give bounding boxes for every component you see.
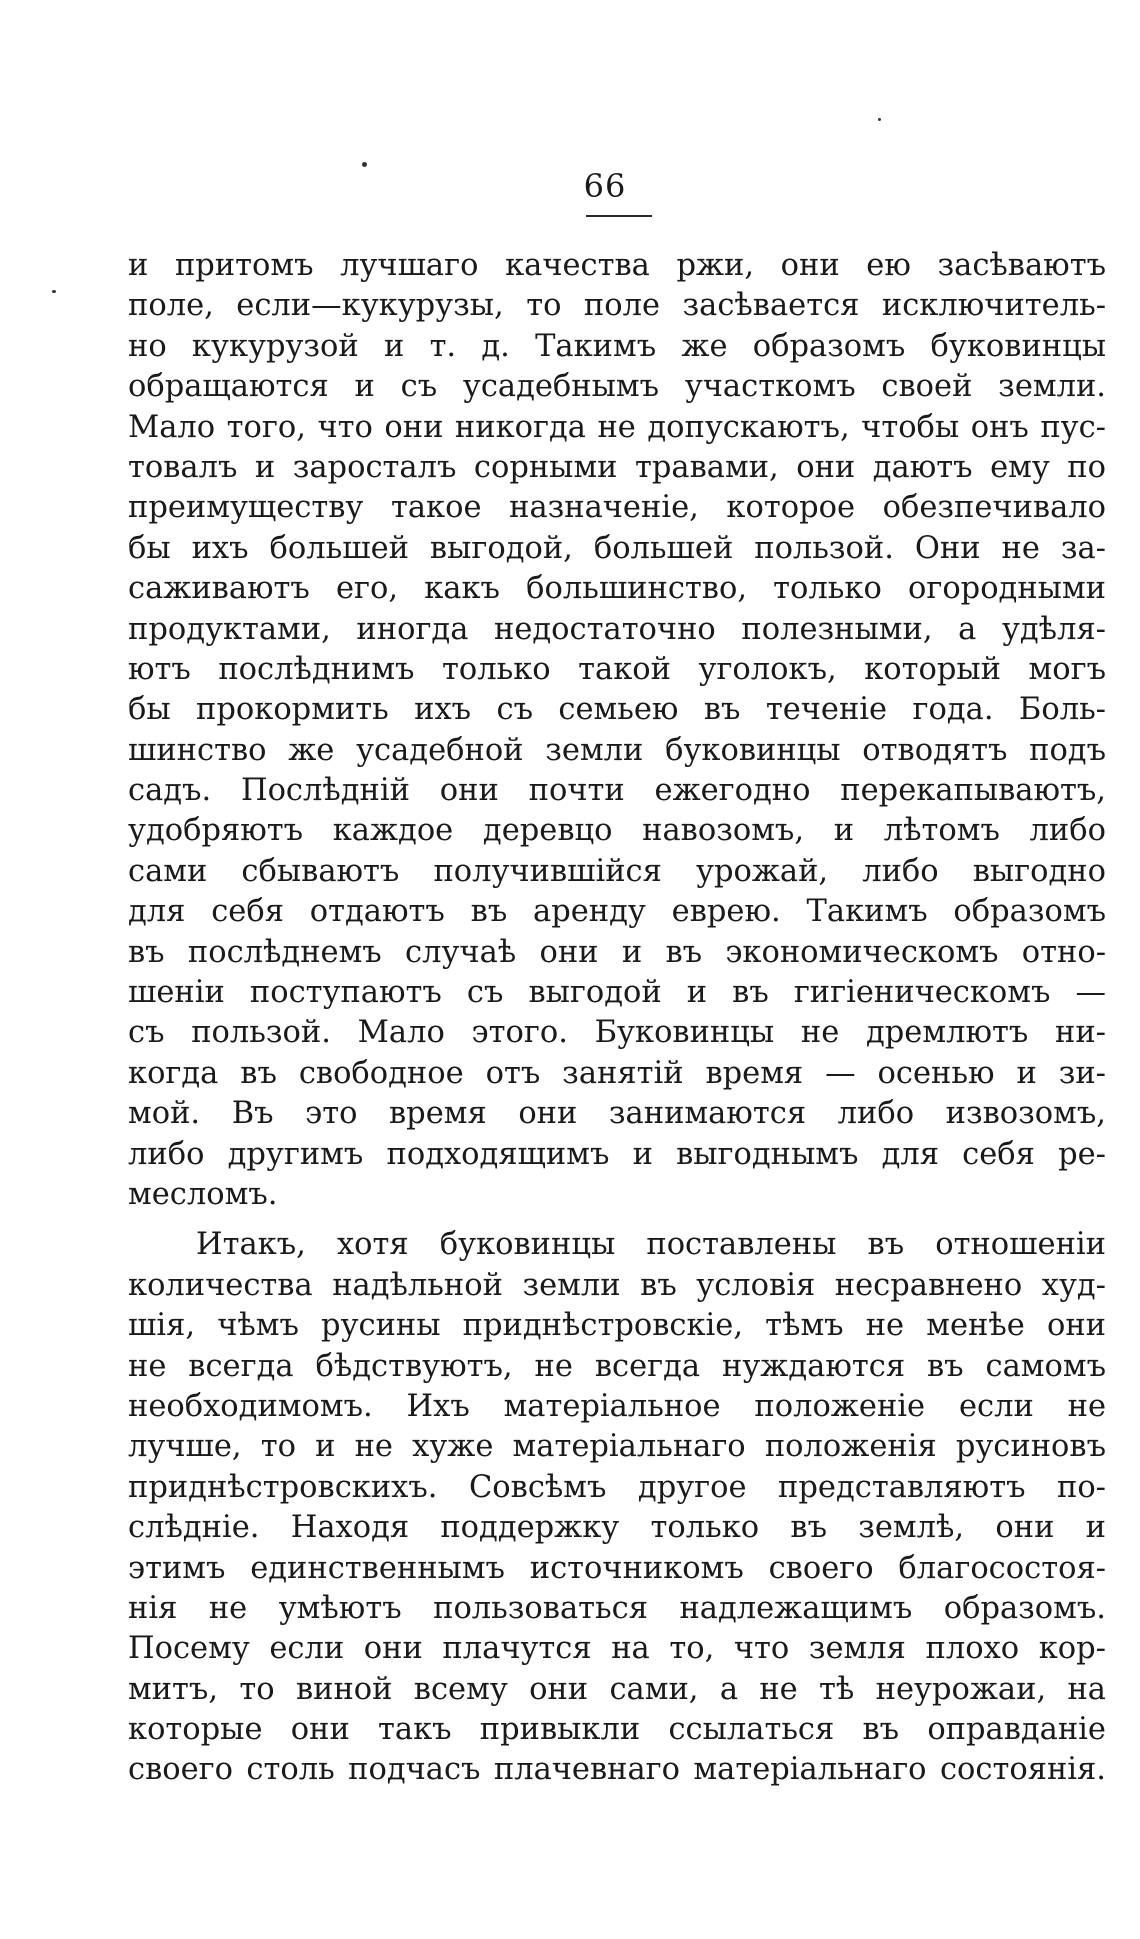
text-line: сами сбываютъ получившійся урожай, либо выгодно	[128, 853, 1106, 889]
text-line: саживаютъ его, какъ большинство, только огородными	[128, 571, 1106, 607]
text-line: преимуществу такое назначеніе, которое обезпечивало	[128, 490, 1106, 526]
paragraph-1	[128, 246, 1106, 1215]
text-line: бы прокормить ихъ съ семьею въ теченіе года. Боль-	[128, 692, 1106, 728]
text-line: не всегда бѣдствуютъ, не всегда нуждаются въ самомъ	[128, 1348, 1106, 1384]
text-line: шинство же усадебной земли буковинцы отводятъ подъ	[128, 732, 1106, 768]
print-speck	[362, 162, 367, 167]
text-line: шія, чѣмъ русины приднѣстровскіе, тѣмъ не менѣе они	[128, 1308, 1106, 1344]
text-line: когда въ свободное отъ занятій время — осенью и зи-	[128, 1055, 1106, 1091]
print-speck	[52, 290, 56, 293]
page-number: 66	[583, 167, 627, 205]
text-line: въ послѣднемъ случаѣ они и въ экономическомъ отно-	[128, 934, 1106, 970]
text-line: митъ, то виной всему они сами, а не тѣ неурожаи, на	[128, 1671, 1106, 1707]
paragraph-2	[128, 1225, 1106, 1790]
text-line: мой. Въ это время они занимаются либо извозомъ,	[128, 1096, 1106, 1132]
text-line: садъ. Послѣдній они почти ежегодно перекапываютъ,	[128, 773, 1106, 809]
text-line: и притомъ лучшаго качества ржи, они ею засѣваютъ	[128, 248, 1106, 283]
text-line: съ пользой. Мало этого. Буковинцы не дремлютъ ни-	[128, 1015, 1106, 1051]
page-number-rule	[586, 215, 652, 217]
text-line: для себя отдаютъ въ аренду еврею. Такимъ образомъ	[128, 894, 1106, 930]
text-line: обращаются и съ усадебнымъ участкомъ своей земли.	[128, 369, 1106, 405]
text-line: количества надѣльной земли въ условія несравнено худ-	[128, 1267, 1106, 1303]
text-line: своего столь подчасъ плачевнаго матеріальнаго состоянія.	[128, 1752, 1106, 1788]
text-line: бы ихъ большей выгодой, большей пользой. Они не за-	[128, 530, 1106, 566]
text-line: ютъ послѣднимъ только такой уголокъ, который могъ	[128, 651, 1106, 687]
text-line: шеніи поступаютъ съ выгодой и въ гигіеническомъ —	[128, 975, 1106, 1011]
text-line: либо другимъ подходящимъ и выгоднымъ для себя ре-	[128, 1136, 1106, 1172]
text-line: необходимомъ. Ихъ матеріальное положеніе если не	[128, 1388, 1106, 1424]
text-line: которые они такъ привыкли ссылаться въ оправданіе	[128, 1712, 1106, 1748]
text-line: товалъ и заросталъ сорными травами, они даютъ ему по	[128, 449, 1106, 485]
text-line: поле, если—кукурузы, то поле засѣвается исключитель-	[128, 288, 1106, 324]
text-line: этимъ единственнымъ источникомъ своего благосостоя-	[128, 1550, 1106, 1586]
text-line: продуктами, иногда недостаточно полезными, а удѣля-	[128, 611, 1106, 647]
text-line: удобряютъ каждое деревцо навозомъ, и лѣтомъ либо	[128, 813, 1106, 849]
text-line: Посему если они плачутся на то, что земля плохо кор-	[128, 1631, 1106, 1667]
body-text	[128, 246, 1106, 1791]
text-line: но кукурузой и т. д. Такимъ же образомъ буковинцы	[128, 328, 1106, 364]
text-line: приднѣстровскихъ. Совсѣмъ другое представляютъ по-	[128, 1469, 1106, 1505]
text-line: нія не умѣютъ пользоваться надлежащимъ образомъ.	[128, 1590, 1106, 1626]
text-line: месломъ.	[128, 1176, 278, 1212]
text-line: слѣдніе. Находя поддержку только въ землѣ, они и	[128, 1510, 1106, 1546]
paragraph-gap	[128, 1215, 1106, 1225]
text-line: лучше, то и не хуже матеріальнаго положенія русиновъ	[128, 1429, 1106, 1465]
text-line: Мало того, что они никогда не допускаютъ, чтобы онъ пус-	[128, 409, 1106, 445]
print-speck	[878, 118, 881, 121]
text-line: Итакъ, хотя буковинцы поставлены въ отношеніи	[196, 1227, 1106, 1263]
